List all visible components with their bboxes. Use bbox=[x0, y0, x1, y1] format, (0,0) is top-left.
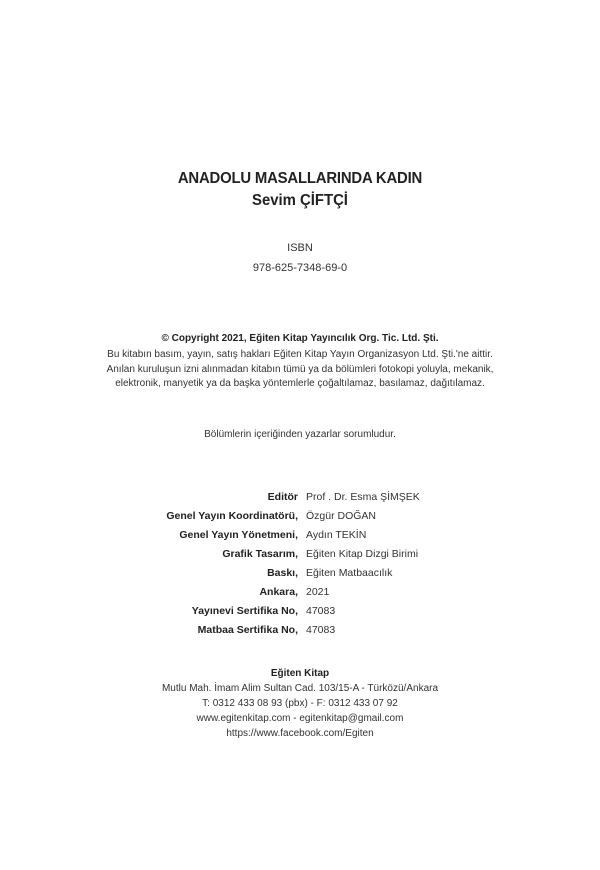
isbn-label: ISBN bbox=[287, 242, 313, 254]
credit-row-printing bbox=[0, 563, 600, 582]
credit-label: Yayınevi Sertifika No, bbox=[191, 604, 298, 617]
credit-label: Matbaa Sertifika No, bbox=[197, 623, 298, 636]
credit-value: Prof . Dr. Esma ŞİMŞEK bbox=[306, 490, 420, 503]
credit-row-publisher-cert bbox=[0, 601, 600, 620]
credit-label: Editör bbox=[267, 490, 298, 503]
credit-row-graphic-design bbox=[0, 544, 600, 563]
publisher-info bbox=[0, 667, 600, 741]
credit-label: Grafik Tasarım, bbox=[222, 547, 298, 560]
publisher-facebook: https://www.facebook.com/Egiten bbox=[226, 728, 374, 739]
credit-value: Eğiten Kitap Dizgi Birimi bbox=[306, 547, 419, 560]
copyright-title: © Copyright 2021, Eğiten Kitap Yayıncılık Org. Tic. Ltd. Şti. bbox=[161, 333, 439, 344]
credit-row-coordinator bbox=[0, 506, 600, 525]
credits-list bbox=[0, 487, 600, 639]
credit-value: 47083 bbox=[306, 623, 336, 636]
credit-label: Ankara, bbox=[259, 585, 298, 598]
credit-value: Eğiten Matbaacılık bbox=[306, 566, 393, 579]
credit-label: Genel Yayın Koordinatörü, bbox=[166, 509, 298, 522]
publisher-address: Mutlu Mah. İmam Alim Sultan Cad. 103/15-A - Türközü/Ankara bbox=[161, 683, 439, 694]
credit-value: Aydın TEKİN bbox=[306, 528, 367, 541]
publisher-phone: T: 0312 433 08 93 (pbx) - F: 0312 433 07 92 bbox=[202, 698, 398, 709]
credit-label: Genel Yayın Yönetmeni, bbox=[179, 528, 298, 541]
credit-value: 2021 bbox=[306, 585, 330, 598]
publisher-name: Eğiten Kitap bbox=[270, 668, 330, 679]
credit-row-editor bbox=[0, 487, 600, 506]
isbn-value: 978-625-7348-69-0 bbox=[252, 262, 348, 274]
credit-row-place-year bbox=[0, 582, 600, 601]
credit-value: 47083 bbox=[306, 604, 336, 617]
responsibility-note: Bölümlerin içeriğinden yazarlar sorumludur. bbox=[204, 429, 396, 440]
credit-value: Özgür DOĞAN bbox=[306, 509, 377, 522]
book-title: ANADOLU MASALLARINDA KADIN bbox=[177, 170, 423, 187]
copyright-body: Bu kitabın basım, yayın, satış hakları Eğiten Kitap Yayın Organizasyon Ltd. Şti.'ne aittir. Anılan kuruluşun izni alınmadan kitabın tümü ya da bölümleri fotokopi yoluyla, mekanik, elektronik, manyetik ya da başka yöntemlerle çoğaltılamaz, basılamaz, dağıtılamaz. bbox=[106, 349, 494, 389]
book-author: Sevim ÇİFTÇİ bbox=[252, 192, 348, 209]
credit-row-director bbox=[0, 525, 600, 544]
credit-row-printer-cert bbox=[0, 620, 600, 639]
publisher-web-email: www.egitenkitap.com - egitenkitap@gmail.com bbox=[196, 713, 404, 724]
credit-label: Baskı, bbox=[267, 566, 298, 579]
